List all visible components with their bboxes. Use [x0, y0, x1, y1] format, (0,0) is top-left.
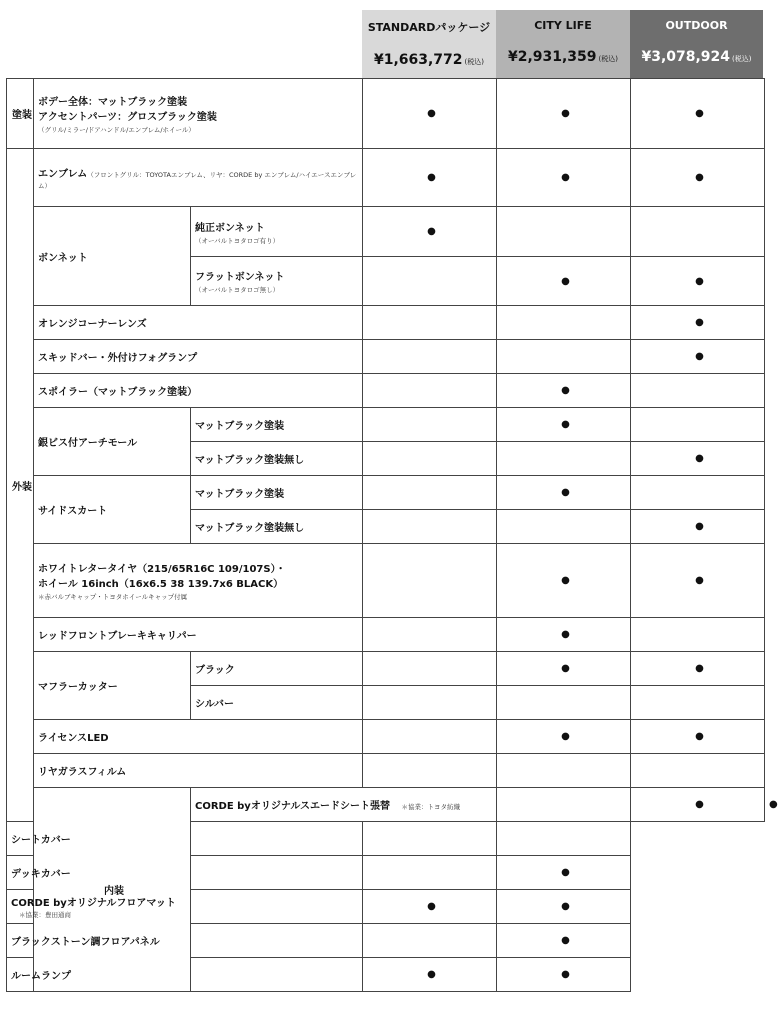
table-row — [7, 754, 765, 788]
item-label: エンブレム — [38, 168, 88, 180]
mark-outdoor: ● — [497, 958, 631, 992]
item-orange-lens: オレンジコーナーレンズ — [34, 306, 363, 340]
category-interior: 内装 — [34, 788, 191, 992]
item-label: CORDE byオリジナルフロアマット — [11, 897, 176, 909]
mark-outdoor: ● — [631, 510, 765, 544]
item-room-lamp: ルームランプ — [7, 958, 191, 992]
mark-city-life-empty — [497, 510, 631, 544]
mark-standard-empty — [363, 510, 497, 544]
mark-city-life-empty — [497, 754, 631, 788]
mark-outdoor-empty — [631, 686, 765, 720]
item-muffler: マフラーカッター — [34, 652, 191, 720]
mark-outdoor: ● — [497, 890, 631, 924]
table-row — [7, 408, 765, 442]
mark-standard-empty — [363, 476, 497, 510]
mark-city-life: ● — [497, 149, 631, 207]
mark-standard-empty — [191, 822, 363, 856]
mark-standard-empty — [191, 924, 363, 958]
item-license-led: ライセンスLED — [34, 720, 363, 754]
item-deck-cover: デッキカバー — [7, 856, 191, 890]
option-genuine-bonnet — [191, 207, 363, 257]
package-name: STANDARDパッケージ — [367, 21, 491, 34]
mark-outdoor-empty — [631, 476, 765, 510]
option-label: マットブラック塗装 — [191, 476, 363, 510]
option-note: （オーバルトヨタロゴ無し） — [195, 286, 280, 294]
mark-outdoor: ● — [631, 340, 765, 374]
option-label: マットブラック塗装 — [191, 408, 363, 442]
mark-city-life: ● — [497, 618, 631, 652]
package-header-standard — [362, 10, 496, 78]
table-row — [7, 618, 765, 652]
table-row — [7, 822, 765, 856]
package-name: CITY LIFE — [534, 19, 592, 32]
package-name: OUTDOOR — [665, 19, 728, 32]
spec-table — [6, 78, 778, 992]
mark-city-life-empty — [497, 442, 631, 476]
item-spoiler: スポイラー（マットブラック塗装） — [34, 374, 363, 408]
mark-outdoor: ● — [631, 306, 765, 340]
mark-outdoor-empty — [631, 618, 765, 652]
item-note: ＊協業：トヨタ紡織 — [401, 803, 461, 811]
item-skid-bar: スキッドバー・外付けフォグランプ — [34, 340, 363, 374]
table-row — [7, 924, 765, 958]
item-seat-suede — [191, 788, 497, 822]
mark-outdoor: ● — [497, 856, 631, 890]
mark-outdoor-empty — [631, 207, 765, 257]
option-flat-bonnet — [191, 257, 363, 306]
mark-standard-empty — [363, 754, 497, 788]
table-row — [7, 890, 765, 924]
mark-outdoor-empty — [631, 754, 765, 788]
mark-city-life-empty — [497, 686, 631, 720]
mark-standard: ● — [363, 149, 497, 207]
mark-standard-empty — [363, 652, 497, 686]
mark-outdoor: ● — [631, 79, 765, 149]
mark-city-life-empty — [363, 822, 497, 856]
item-label: CORDE byオリジナルスエードシート張替 — [195, 801, 391, 812]
mark-standard-empty — [363, 618, 497, 652]
mark-city-life: ● — [363, 890, 497, 924]
mark-standard-empty — [363, 257, 497, 306]
mark-city-life-empty — [497, 306, 631, 340]
mark-city-life-empty — [363, 856, 497, 890]
mark-outdoor: ● — [631, 257, 765, 306]
item-note: ＊赤バルブキャップ・トヨタホイールキャップ付属 — [38, 593, 188, 601]
category-paint: 塗装 — [7, 79, 34, 149]
item-seat-cover: シートカバー — [7, 822, 191, 856]
table-row: 内装 CORDE byオリジナルスエードシート張替 ＊協業：トヨタ紡織 ● ● — [7, 788, 765, 822]
item-label: ホワイトレタータイヤ（215/65R16C 109/107S）・ — [38, 564, 286, 575]
option-label: マットブラック塗装無し — [191, 442, 363, 476]
item-rear-film: リヤガラスフィルム — [34, 754, 363, 788]
item-side-skirt: サイドスカート — [34, 476, 191, 544]
mark-standard-empty — [363, 408, 497, 442]
mark-city-life: ● — [497, 544, 631, 618]
item-label: ボデー全体：マットブラック塗装 — [38, 97, 188, 108]
mark-city-life: ● — [497, 374, 631, 408]
mark-standard-empty — [363, 686, 497, 720]
mark-city-life: ● — [497, 720, 631, 754]
mark-standard: ● — [363, 207, 497, 257]
mark-outdoor: ● — [631, 442, 765, 476]
table-row — [7, 720, 765, 754]
package-price: ¥2,931,359 — [507, 49, 597, 65]
table-row — [7, 544, 765, 618]
tax-note: (税込) — [598, 55, 619, 63]
mark-city-life: ● — [363, 958, 497, 992]
tax-note: (税込) — [464, 58, 485, 66]
mark-outdoor-empty — [631, 374, 765, 408]
item-label: ホイール 16inch（16x6.5 38 139.7x6 BLACK） — [38, 579, 284, 590]
package-header-outdoor — [630, 10, 763, 78]
table-row — [7, 374, 765, 408]
option-label: マットブラック塗装無し — [191, 510, 363, 544]
mark-outdoor-empty — [497, 822, 631, 856]
item-floor-panel: ブラックストーン調フロアパネル — [7, 924, 191, 958]
table-row — [7, 958, 765, 992]
mark-city-life-empty — [363, 924, 497, 958]
mark-standard-empty — [191, 890, 363, 924]
mark-outdoor: ● — [631, 652, 765, 686]
mark-standard-empty — [191, 856, 363, 890]
mark-outdoor-empty — [631, 408, 765, 442]
item-arch-mould: 銀ビス付アーチモール — [34, 408, 191, 476]
option-label: 純正ボンネット — [195, 222, 265, 234]
tax-note: (税込) — [732, 55, 752, 63]
table-row — [7, 340, 765, 374]
category-exterior: 外装 — [7, 149, 34, 822]
mark-standard: ● — [363, 79, 497, 149]
item-emblem — [34, 149, 363, 207]
item-note: （グリル/ミラー/ドアハンドル/エンブレム/ホイール） — [38, 126, 195, 134]
item-note: ＊協業：豊田通商 — [19, 910, 71, 919]
mark-outdoor: ● — [631, 720, 765, 754]
table-row — [7, 652, 765, 686]
mark-standard-empty — [363, 442, 497, 476]
item-bonnet: ボンネット — [34, 207, 191, 306]
item-floor-mat — [7, 890, 191, 924]
mark-city-life-empty — [497, 340, 631, 374]
mark-standard-empty — [363, 544, 497, 618]
mark-outdoor: ● — [497, 924, 631, 958]
item-paint — [34, 79, 363, 149]
table-row — [7, 79, 765, 149]
item-tire — [34, 544, 363, 618]
mark-outdoor: ● — [631, 149, 765, 207]
mark-standard-empty — [363, 306, 497, 340]
mark-standard-empty — [363, 720, 497, 754]
mark-standard-empty — [363, 374, 497, 408]
table-row — [7, 306, 765, 340]
option-note: （オーバルトヨタロゴ有り） — [195, 236, 280, 245]
package-price: ¥1,663,772 — [373, 52, 463, 68]
mark-standard-empty — [363, 340, 497, 374]
package-header-city-life — [496, 10, 630, 78]
item-label: アクセントパーツ：グロスブラック塗装 — [38, 112, 217, 123]
mark-standard-empty — [497, 788, 631, 822]
mark-outdoor: ● — [631, 544, 765, 618]
mark-standard-empty — [191, 958, 363, 992]
mark-city-life: ● — [497, 257, 631, 306]
package-price: ¥3,078,924 — [641, 49, 731, 65]
item-note: （フロントグリル：TOYOTAエンブレム、リヤ：CORDE by エンブレム/ハイエースエンブレム） — [38, 170, 357, 190]
option-label: ブラック — [191, 652, 363, 686]
table-row — [7, 207, 765, 257]
option-label: シルバー — [191, 686, 363, 720]
mark-city-life-empty — [497, 207, 631, 257]
table-row — [7, 476, 765, 510]
item-caliper: レッドフロントブレーキキャリパー — [34, 618, 363, 652]
table-row — [7, 149, 765, 207]
option-label: フラットボンネット — [195, 272, 285, 283]
mark-city-life: ● — [497, 652, 631, 686]
mark-city-life: ● — [631, 788, 765, 822]
mark-city-life: ● — [497, 408, 631, 442]
mark-city-life: ● — [497, 476, 631, 510]
mark-city-life: ● — [497, 79, 631, 149]
